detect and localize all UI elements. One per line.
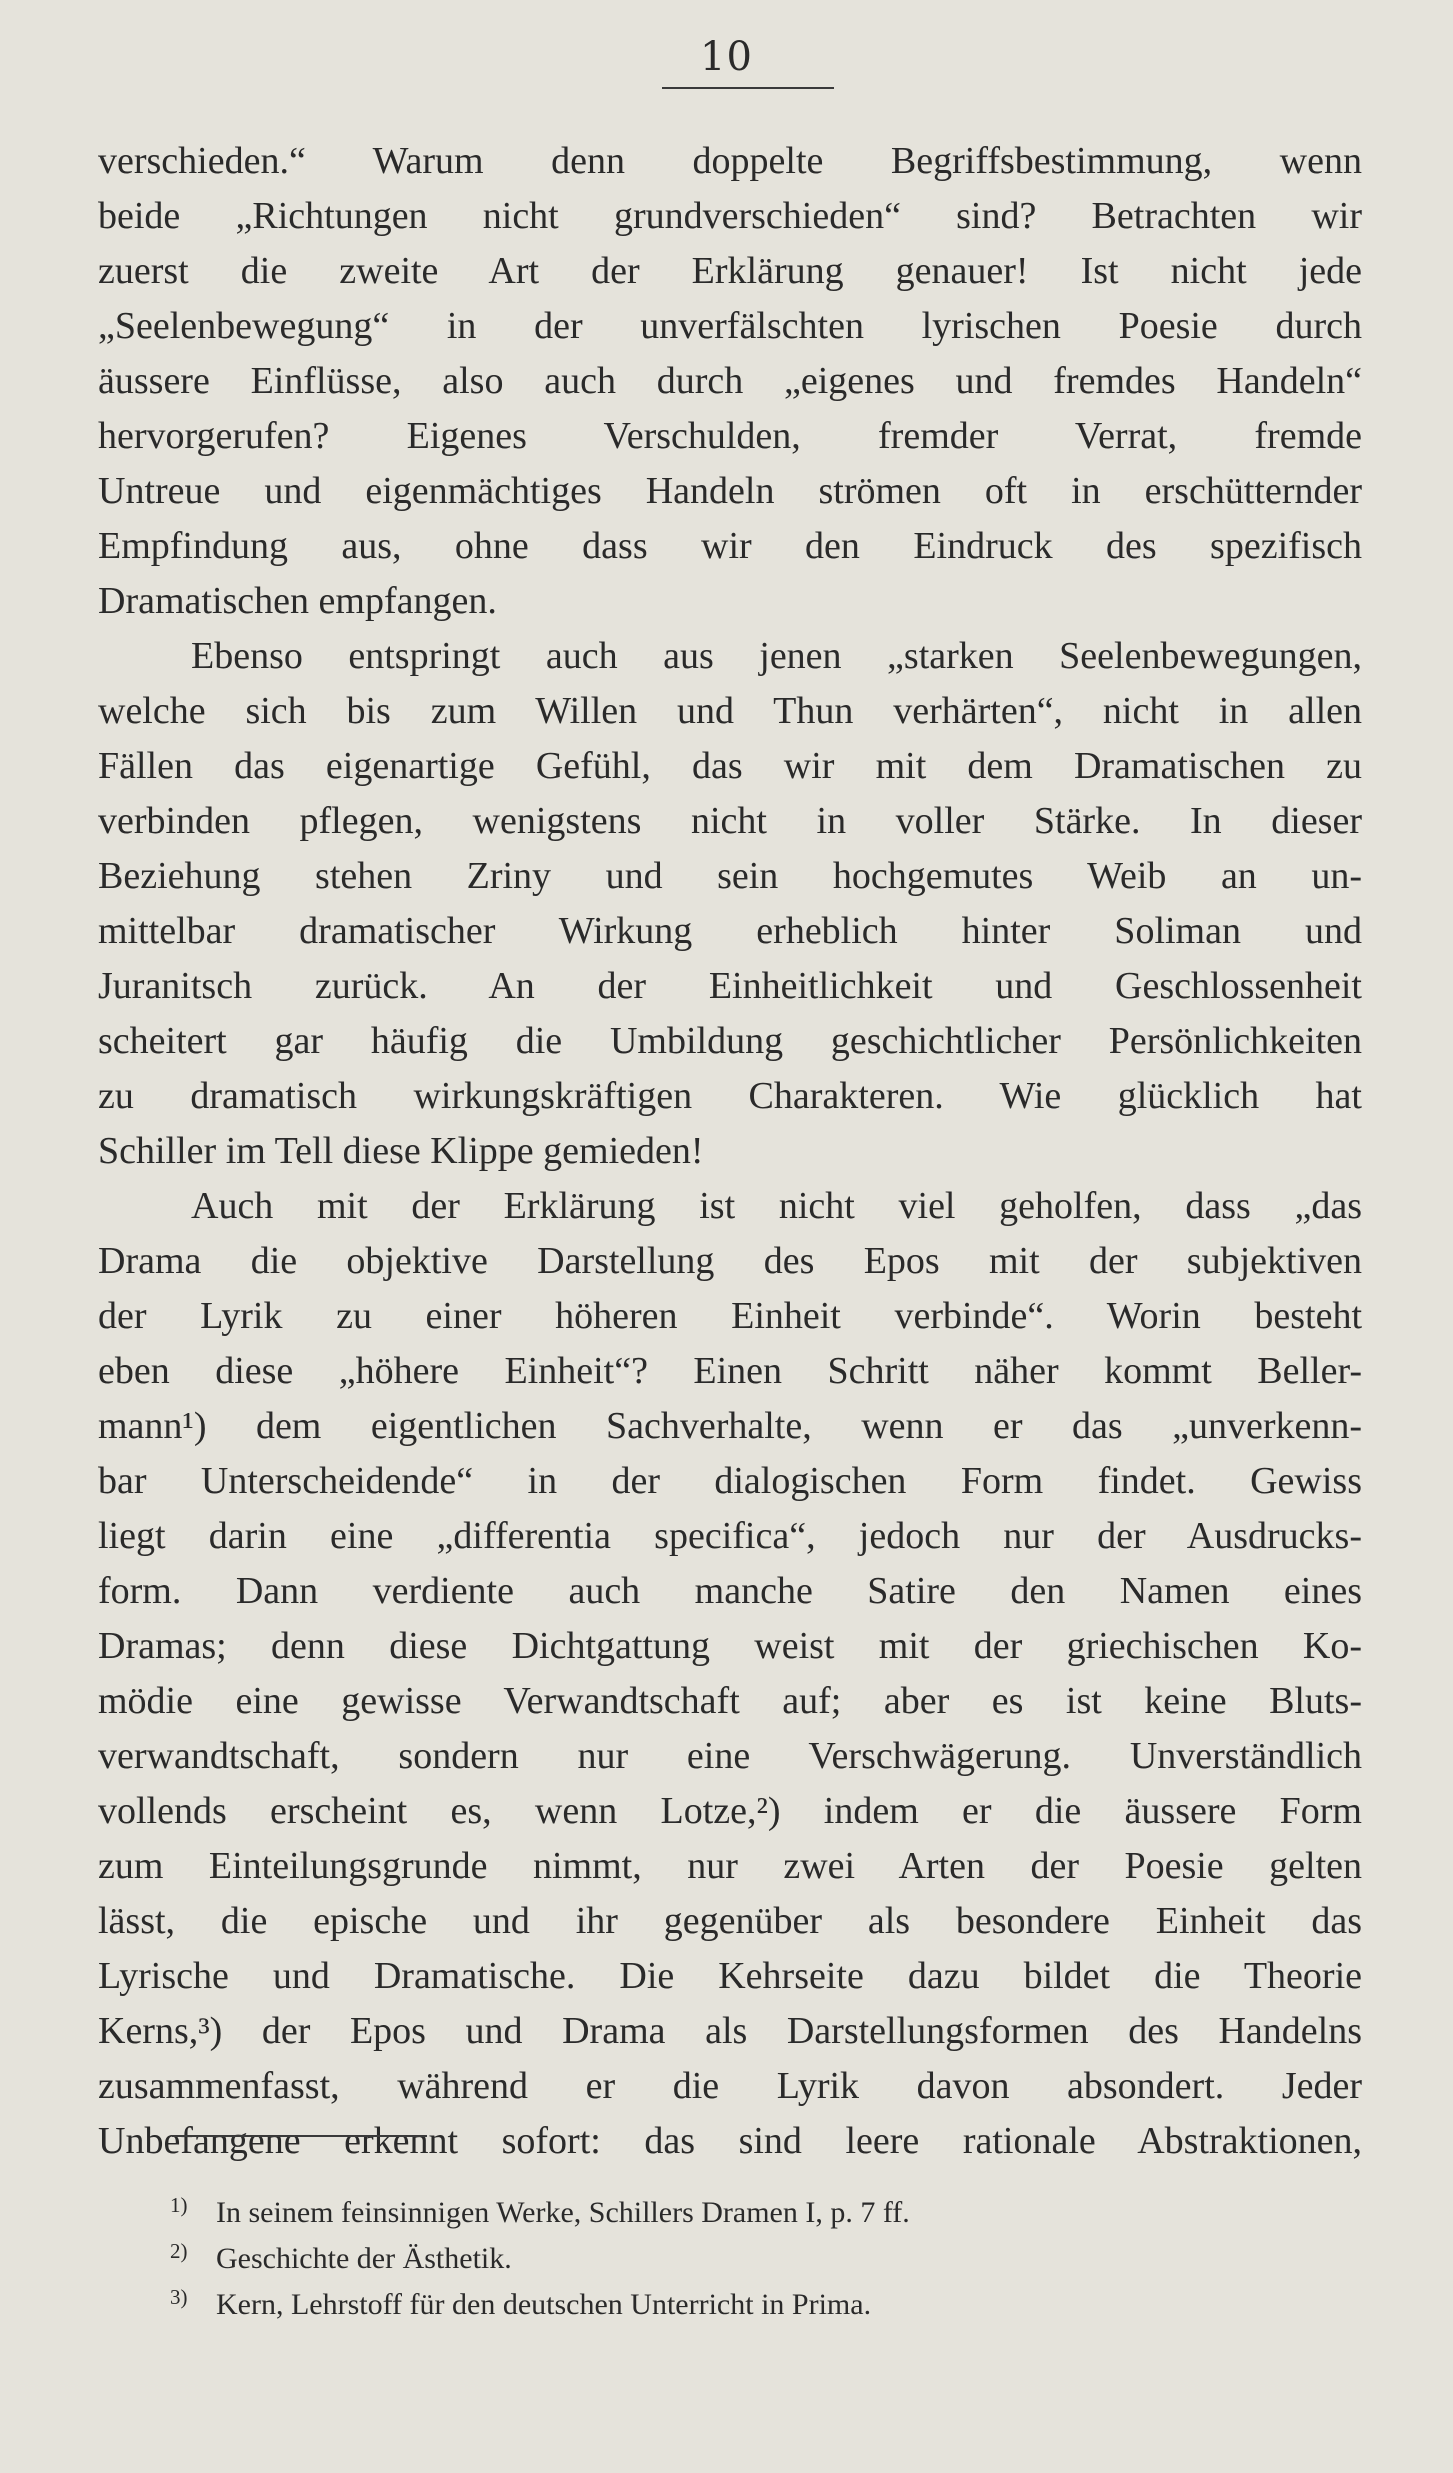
text-line: eben diese „höhere Einheit“? Einen Schritt näher kommt Beller- [98,1350,1362,1392]
text-line: verschieden.“ Warum denn doppelte Begriffsbestimmung, wenn [98,140,1362,182]
text-line: zuerst die zweite Art der Erklärung genauer! Ist nicht jede [98,250,1362,292]
footnote-text: Geschichte der Ästhetik. [216,2242,512,2275]
footnote [170,2228,1320,2274]
text-line: mittelbar dramatischer Wirkung erheblich hinter Soliman und [98,910,1362,952]
text-line: Schiller im Tell diese Klippe gemieden! [98,1130,704,1172]
footnote-marker: 2) [170,2239,188,2263]
text-line: scheitert gar häufig die Umbildung geschichtlicher Persönlichkeiten [98,1020,1362,1062]
footnote-marker: 3) [170,2285,188,2309]
text-line: Ebenso entspringt auch aus jenen „starken Seelenbewegungen, [191,635,1362,677]
footnotes [170,2182,1320,2320]
text-line: beide „Richtungen nicht grundverschieden“ sind? Betrachten wir [98,195,1362,237]
text-line: zusammenfasst, während er die Lyrik davon absondert. Jeder [98,2065,1362,2107]
footnote-text: Kern, Lehrstoff für den deutschen Unterricht in Prima. [216,2288,872,2321]
text-line: mödie eine gewisse Verwandtschaft auf; aber es ist keine Bluts- [98,1680,1362,1722]
text-line: form. Dann verdiente auch manche Satire den Namen eines [98,1570,1362,1612]
text-line: Dramatischen empfangen. [98,580,497,622]
text-line: verwandtschaft, sondern nur eine Verschwägerung. Unverständlich [98,1735,1362,1777]
text-line: Lyrische und Dramatische. Die Kehrseite dazu bildet die Theorie [98,1955,1362,1997]
text-line: Beziehung stehen Zriny und sein hochgemutes Weib an un- [98,855,1362,897]
text-line: liegt darin eine „differentia specifica“, jedoch nur der Ausdrucks- [98,1515,1362,1557]
text-line: lässt, die epische und ihr gegenüber als besondere Einheit das [98,1900,1362,1942]
text-line: Auch mit der Erklärung ist nicht viel geholfen, dass „das [191,1185,1362,1227]
text-line: Dramas; denn diese Dichtgattung weist mit der griechischen Ko- [98,1625,1362,1667]
text-line: Unbefangene erkennt sofort: das sind leere rationale Abstraktionen, [98,2120,1362,2162]
text-line: mann¹) dem eigentlichen Sachverhalte, wenn er das „unverkenn- [98,1405,1362,1447]
footnote-rule [172,2135,427,2137]
text-line: zum Einteilungsgrunde nimmt, nur zwei Arten der Poesie gelten [98,1845,1362,1887]
footnote-marker: 1) [170,2193,188,2217]
body-text [98,134,1362,2169]
text-line: der Lyrik zu einer höheren Einheit verbinde“. Worin besteht [98,1295,1362,1337]
text-line: Juranitsch zurück. An der Einheitlichkeit und Geschlossenheit [98,965,1362,1007]
text-line: Empfindung aus, ohne dass wir den Eindruck des spezifisch [98,525,1362,567]
page-number: 10 [700,34,753,80]
text-line: hervorgerufen? Eigenes Verschulden, fremder Verrat, fremde [98,415,1362,457]
text-line: vollends erscheint es, wenn Lotze,²) indem er die äussere Form [98,1790,1362,1832]
text-line: Drama die objektive Darstellung des Epos mit der subjektiven [98,1240,1362,1282]
text-line: zu dramatisch wirkungskräftigen Charakteren. Wie glücklich hat [98,1075,1362,1117]
header-rule [662,87,834,89]
text-line: äussere Einflüsse, also auch durch „eigenes und fremdes Handeln“ [98,360,1362,402]
text-line: „Seelenbewegung“ in der unverfälschten lyrischen Poesie durch [98,305,1362,347]
text-line: verbinden pflegen, wenigstens nicht in voller Stärke. In dieser [98,800,1362,842]
text-line: Untreue und eigenmächtiges Handeln strömen oft in erschütternder [98,470,1362,512]
footnote [170,2182,1320,2228]
text-line: Fällen das eigenartige Gefühl, das wir mit dem Dramatischen zu [98,745,1362,787]
text-line: Kerns,³) der Epos und Drama als Darstellungsformen des Handelns [98,2010,1362,2052]
footnote [170,2274,1320,2320]
footnote-text: In seinem feinsinnigen Werke, Schillers Dramen I, p. 7 ff. [216,2196,910,2229]
text-line: bar Unterscheidende“ in der dialogischen Form findet. Gewiss [98,1460,1362,1502]
text-line: welche sich bis zum Willen und Thun verhärten“, nicht in allen [98,690,1362,732]
